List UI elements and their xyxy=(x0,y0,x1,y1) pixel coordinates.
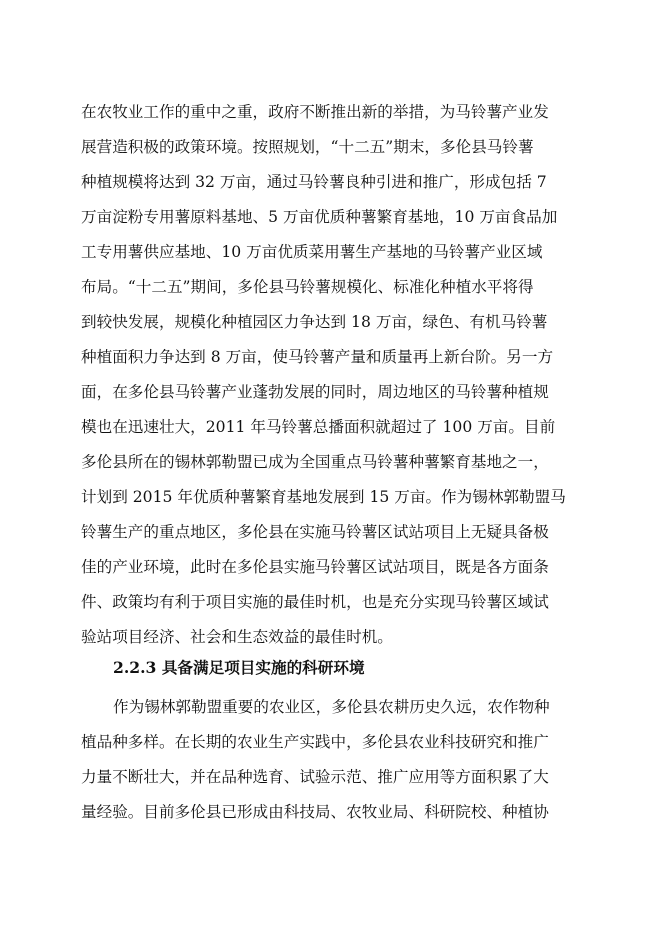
paragraph-line: 模也在迅速壮大，2011 年马铃薯总播面积就超过了 100 万亩。目前 xyxy=(81,418,556,436)
paragraph-line: 面，在多伦县马铃薯产业蓬勃发展的同时，周边地区的马铃薯种植规 xyxy=(81,383,549,401)
paragraph-line: 种植面积力争达到 8 万亩，使马铃薯产量和质量再上新台阶。另一方 xyxy=(81,348,554,366)
paragraph-line: 工专用薯供应基地、10 万亩优质菜用薯生产基地的马铃薯产业区域 xyxy=(81,243,543,261)
paragraph-line: 多伦县所在的锡林郭勒盟已成为全国重点马铃薯种薯繁育基地之一， xyxy=(81,453,549,471)
paragraph-line: 万亩淀粉专用薯原料基地、5 万亩优质种薯繁育基地，10 万亩食品加 xyxy=(81,208,558,226)
paragraph-line: 力量不断壮大，并在品种选育、试验示范、推广应用等方面积累了大 xyxy=(81,768,549,786)
paragraph-line: 在农牧业工作的重中之重，政府不断推出新的举措，为马铃薯产业发 xyxy=(81,103,549,121)
paragraph-line: 计划到 2015 年优质种薯繁育基地发展到 15 万亩。作为锡林郭勒盟马 xyxy=(81,488,566,506)
paragraph-line: 佳的产业环境，此时在多伦县实施马铃薯区试站项目，既是各方面条 xyxy=(81,558,549,576)
paragraph-line: 种植规模将达到 32 万亩，通过马铃薯良种引进和推广，形成包括 7 xyxy=(81,173,547,191)
paragraph-line: 件、政策均有利于项目实施的最佳时机，也是充分实现马铃薯区域试 xyxy=(81,593,549,611)
paragraph-line: 到较快发展，规模化种植园区力争达到 18 万亩，绿色、有机马铃薯 xyxy=(81,313,548,331)
paragraph-line: 验站项目经济、社会和生态效益的最佳时机。 xyxy=(81,628,393,646)
paragraph-line: 量经验。目前多伦县已形成由科技局、农牧业局、科研院校、种植协 xyxy=(81,803,549,821)
paragraph-line: 铃薯生产的重点地区，多伦县在实施马铃薯区试站项目上无疑具备极 xyxy=(81,523,549,541)
paragraph-line: 布局。“十二五”期间，多伦县马铃薯规模化、标准化种植水平将得 xyxy=(81,278,534,296)
paragraph-line: 植品种多样。在长期的农业生产实践中，多伦县农业科技研究和推广 xyxy=(81,733,549,751)
paragraph-line: 展营造积极的政策环境。按照规划，“十二五”期末，多伦县马铃薯 xyxy=(81,138,534,156)
section-heading: 2.2.3 具备满足项目实施的科研环境 xyxy=(113,658,365,677)
paragraph-line: 作为锡林郭勒盟重要的农业区，多伦县农耕历史久远，农作物种 xyxy=(113,698,550,716)
